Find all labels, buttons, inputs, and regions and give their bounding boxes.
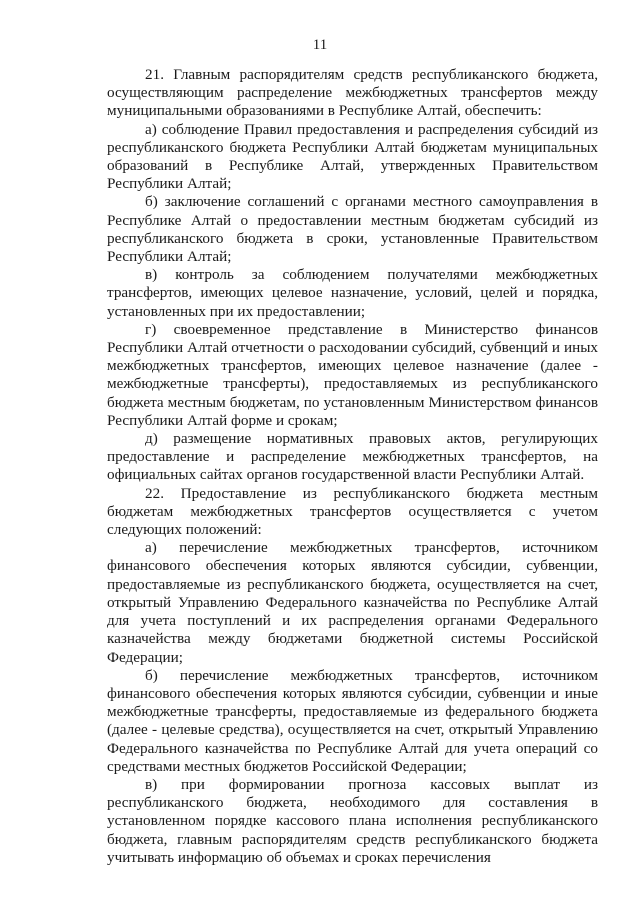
- page-number: 11: [312, 37, 328, 53]
- paragraph-21-v: в) контроль за соблюдением получателями межбюджетных трансфертов, имеющих целевое назначение, условий, целей и порядка, установленных при их предоставлении;: [107, 266, 598, 320]
- paragraph-22-a: а) перечисление межбюджетных трансфертов, источником финансового обеспечения которых являются субсидии, субвенции, предоставляемые из республиканского бюджета, осуществляется на счет, открытый Управлению Федерального казначейства по Республике Алтай для учета поступлений и их распределения органами Федерального казначейства между бюджетами бюджетной системы Российской Федерации;: [107, 539, 598, 666]
- paragraph-22-v: в) при формировании прогноза кассовых выплат из республиканского бюджета, необходимого для составления в установленном порядке кассового плана исполнения республиканского бюджета, главным распорядителям средств республиканского бюджета учитывать информацию об объемах и сроках перечисления: [107, 775, 598, 866]
- paragraph-22: 22. Предоставление из республиканского бюджета местным бюджетам межбюджетных трансфертов осуществляется с учетом следующих положений:: [107, 484, 598, 539]
- paragraph-21-a: а) соблюдение Правил предоставления и распределения субсидий из республиканского бюджета Республики Алтай бюджетам муниципальных образований в Республике Алтай, утвержденных Правительством Республики Алтай;: [107, 120, 598, 193]
- paragraph-22-b: б) перечисление межбюджетных трансфертов, источником финансового обеспечения которых являются субсидии, субвенции и иные межбюджетные трансферты, предоставляемые из федерального бюджета (далее - целевые средства), осуществляется на счет, открытый Управлению Федерального казначейства по Республике Алтай для учета операций со средствами местных бюджетов Российской Федерации;: [107, 666, 598, 775]
- paragraph-21-d: д) размещение нормативных правовых актов, регулирующих предоставление и распределение межбюджетных трансфертов, на официальных сайтах органов государственной власти Республики Алтай.: [107, 430, 598, 484]
- paragraph-21: 21. Главным распорядителям средств республиканского бюджета, осуществляющим распределение межбюджетных трансфертов между муниципальными образованиями в Республике Алтай, обеспечить:: [107, 66, 598, 120]
- document-body: [107, 66, 598, 867]
- paragraph-21-b: б) заключение соглашений с органами местного самоуправления в Республике Алтай о предоставлении местным бюджетам субсидий из республиканского бюджета в сроки, установленные Правительством Республики Алтай;: [107, 193, 598, 266]
- paragraph-21-g: г) своевременное представление в Министерство финансов Республики Алтай отчетности о расходовании субсидий, субвенций и иных межбюджетных трансфертов, имеющих целевое назначение (далее - межбюджетные трансферты), предоставляемых из республиканского бюджета местным бюджетам, по установленным Министерством финансов Республики Алтай форме и срокам;: [107, 320, 598, 429]
